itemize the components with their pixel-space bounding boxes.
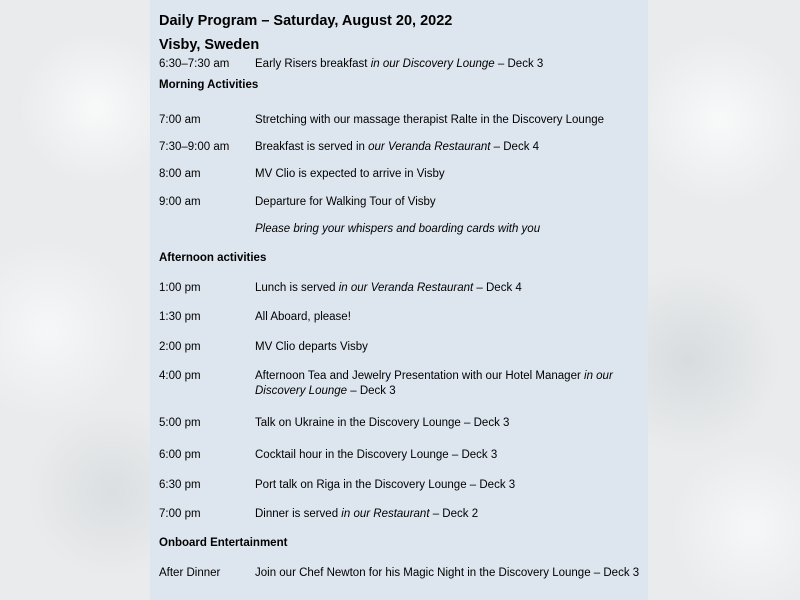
schedule-description: Join our Chef Newton for his Magic Night in the Discovery Lounge – Deck 3 (255, 567, 640, 579)
schedule-time: 1:00 pm (159, 282, 201, 294)
schedule-note: Please bring your whispers and boarding cards with you (255, 223, 541, 235)
schedule-time: After Dinner (159, 567, 221, 579)
section-heading-afternoon: Afternoon activities (159, 252, 267, 264)
schedule-time: 7:30–9:00 am (159, 141, 230, 153)
schedule-time: 4:00 pm (159, 370, 201, 382)
schedule-time: 5:00 pm (159, 417, 201, 429)
schedule-time: 7:00 am (159, 114, 201, 126)
schedule-description: Port talk on Riga in the Discovery Lounge – Deck 3 (255, 479, 516, 491)
schedule-description: Stretching with our massage therapist Ralte in the Discovery Lounge (255, 114, 605, 126)
schedule-description: Early Risers breakfast in our Discovery Lounge – Deck 3 (255, 58, 544, 70)
program-title: Daily Program – Saturday, August 20, 2022 (159, 13, 453, 29)
schedule-description: Afternoon Tea and Jewelry Presentation with our Hotel Manager in our Discovery Lounge – Deck 3 (255, 370, 613, 397)
schedule-description: Breakfast is served in our Veranda Restaurant – Deck 4 (255, 141, 540, 153)
schedule-time: 8:00 am (159, 168, 201, 180)
schedule-description: MV Clio is expected to arrive in Visby (255, 168, 445, 180)
schedule-description: Dinner is served in our Restaurant – Deck 2 (255, 508, 479, 520)
section-heading-entertainment: Onboard Entertainment (159, 537, 288, 549)
schedule-time: 2:00 pm (159, 341, 201, 353)
schedule-description: MV Clio departs Visby (255, 341, 368, 353)
schedule-time: 6:00 pm (159, 449, 201, 461)
schedule-description: Cocktail hour in the Discovery Lounge – Deck 3 (255, 449, 498, 461)
schedule-time: 1:30 pm (159, 311, 201, 323)
daily-program-panel (150, 0, 648, 600)
schedule-time: 6:30–7:30 am (159, 58, 230, 70)
schedule-time: 7:00 pm (159, 508, 201, 520)
schedule-description: Departure for Walking Tour of Visby (255, 196, 436, 208)
section-heading-morning: Morning Activities (159, 79, 259, 91)
schedule-time: 6:30 pm (159, 479, 201, 491)
program-location: Visby, Sweden (159, 37, 260, 53)
schedule-description: All Aboard, please! (255, 311, 351, 323)
schedule-time: 9:00 am (159, 196, 201, 208)
schedule-description: Talk on Ukraine in the Discovery Lounge – Deck 3 (255, 417, 510, 429)
schedule-description: Lunch is served in our Veranda Restaurant – Deck 4 (255, 282, 522, 294)
